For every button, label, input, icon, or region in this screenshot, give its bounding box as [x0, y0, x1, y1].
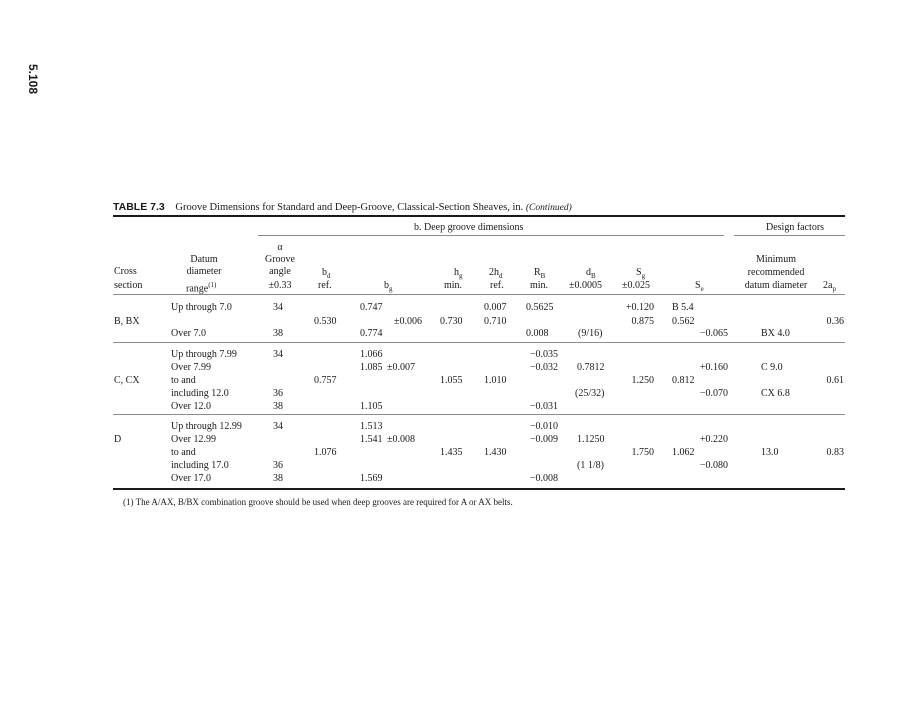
- datum-cell: to and: [171, 447, 196, 458]
- db-cell: 0.7812: [577, 362, 605, 373]
- bg-cell: 1.085: [360, 362, 383, 373]
- datum-cell: Over 12.99: [171, 434, 216, 445]
- se-cell: −0.080: [699, 460, 728, 471]
- datum-cell: Over 17.0: [171, 473, 211, 484]
- datum-cell: Up through 12.99: [171, 421, 242, 432]
- min-datum-cell: 13.0: [761, 447, 779, 458]
- table-caption: [113, 201, 572, 213]
- 2ap-cell: 0.61: [826, 375, 844, 386]
- angle-cell: 38: [273, 328, 283, 339]
- datum-cell: including 17.0: [171, 460, 229, 471]
- hg-cell: 1.435: [440, 447, 463, 458]
- angle-cell: 38: [273, 401, 283, 412]
- angle-cell: 34: [273, 349, 283, 360]
- rb-cell: −0.035: [529, 349, 558, 360]
- min-datum-cell: BX 4.0: [761, 328, 790, 339]
- group-divider-1: [113, 342, 845, 343]
- bd-cell: 1.076: [314, 447, 337, 458]
- bg-tolerance-cell: ±0.006: [394, 316, 422, 327]
- se-cell: 0.562: [672, 316, 695, 327]
- table-title: Groove Dimensions for Standard and Deep-Groove, Classical-Section Sheaves, in.: [175, 202, 524, 213]
- bg-cell: 0.747: [360, 302, 383, 313]
- table-footnote: (1) The A/AX, B/BX combination groove should be used when deep grooves are required for A or AX belts.: [123, 497, 513, 507]
- 2ap-cell: 0.36: [826, 316, 844, 327]
- 2hd-cell: 0.710: [484, 316, 507, 327]
- header-rule: [113, 294, 845, 295]
- rb-cell: 0.5625: [526, 302, 554, 313]
- 2hd-cell: 0.007: [484, 302, 507, 313]
- 2hd-cell: 1.010: [484, 375, 507, 386]
- design-group-underline: [734, 235, 845, 236]
- deep-group-underline: [258, 235, 724, 236]
- datum-cell: Over 12.0: [171, 401, 211, 412]
- se-cell: 0.812: [672, 375, 695, 386]
- bottom-rule: [113, 488, 845, 490]
- header-2ap: $2a_p$: [823, 280, 836, 293]
- bg-tolerance-cell: ±0.007: [387, 362, 415, 373]
- bg-tolerance-cell: ±0.008: [387, 434, 415, 445]
- 2hd-cell: 1.430: [484, 447, 507, 458]
- bg-cell: 0.774: [360, 328, 383, 339]
- angle-cell: 36: [273, 388, 283, 399]
- datum-cell: Over 7.0: [171, 328, 206, 339]
- deep-group-header: b. Deep groove dimensions: [414, 222, 524, 233]
- rb-cell: −0.031: [529, 401, 558, 412]
- hg-cell: 0.730: [440, 316, 463, 327]
- min-datum-cell: CX 6.8: [761, 388, 790, 399]
- angle-cell: 34: [273, 302, 283, 313]
- datum-cell: Over 7.99: [171, 362, 211, 373]
- top-rule: [113, 215, 845, 217]
- sg-cell: +0.120: [625, 302, 654, 313]
- bg-cell: 1.105: [360, 401, 383, 412]
- design-group-header: Design factors: [766, 222, 825, 233]
- min-datum-cell: C 9.0: [761, 362, 783, 373]
- sg-cell: 0.875: [631, 316, 654, 327]
- page-number: 5.108: [26, 64, 40, 95]
- table-continued-note: (Continued): [525, 203, 572, 213]
- rb-cell: −0.032: [529, 362, 558, 373]
- datum-cell: including 12.0: [171, 388, 229, 399]
- bd-cell: 0.757: [314, 375, 337, 386]
- rb-cell: −0.009: [529, 434, 558, 445]
- bg-cell: 1.066: [360, 349, 383, 360]
- cross-section-cell: D: [114, 434, 122, 445]
- sg-cell: 1.750: [631, 447, 654, 458]
- se-cell: 1.062: [672, 447, 695, 458]
- sg-cell: +0.220: [699, 434, 728, 445]
- header-se: $S_e$: [695, 280, 704, 293]
- angle-cell: 36: [273, 460, 283, 471]
- header-bg: $b_g$: [384, 280, 393, 293]
- bg-cell: 1.513: [360, 421, 383, 432]
- se-cell: −0.065: [699, 328, 728, 339]
- angle-cell: 38: [273, 473, 283, 484]
- cross-section-cell: C, CX: [114, 375, 140, 386]
- sg-cell: +0.160: [699, 362, 728, 373]
- bg-cell: 1.541: [360, 434, 383, 445]
- cross-section-cell: B, BX: [114, 316, 140, 327]
- se-cell: −0.070: [699, 388, 728, 399]
- bd-cell: 0.530: [314, 316, 337, 327]
- datum-cell: Up through 7.99: [171, 349, 237, 360]
- group-divider-2: [113, 414, 845, 415]
- hg-cell: 1.055: [440, 375, 463, 386]
- db-cell: (25/32): [575, 388, 605, 399]
- se-cell: B 5.4: [672, 302, 694, 313]
- angle-cell: 34: [273, 421, 283, 432]
- rb-cell: 0.008: [526, 328, 549, 339]
- db-cell: (1 1/8): [577, 460, 604, 471]
- db-cell: (9/16): [578, 328, 603, 339]
- 2ap-cell: 0.83: [826, 447, 844, 458]
- sg-cell: 1.250: [631, 375, 654, 386]
- table-label: TABLE 7.3: [113, 201, 165, 213]
- rb-cell: −0.010: [529, 421, 558, 432]
- rb-cell: −0.008: [529, 473, 558, 484]
- datum-cell: to and: [171, 375, 196, 386]
- db-cell: 1.1250: [577, 434, 605, 445]
- datum-cell: Up through 7.0: [171, 302, 232, 313]
- bg-cell: 1.569: [360, 473, 383, 484]
